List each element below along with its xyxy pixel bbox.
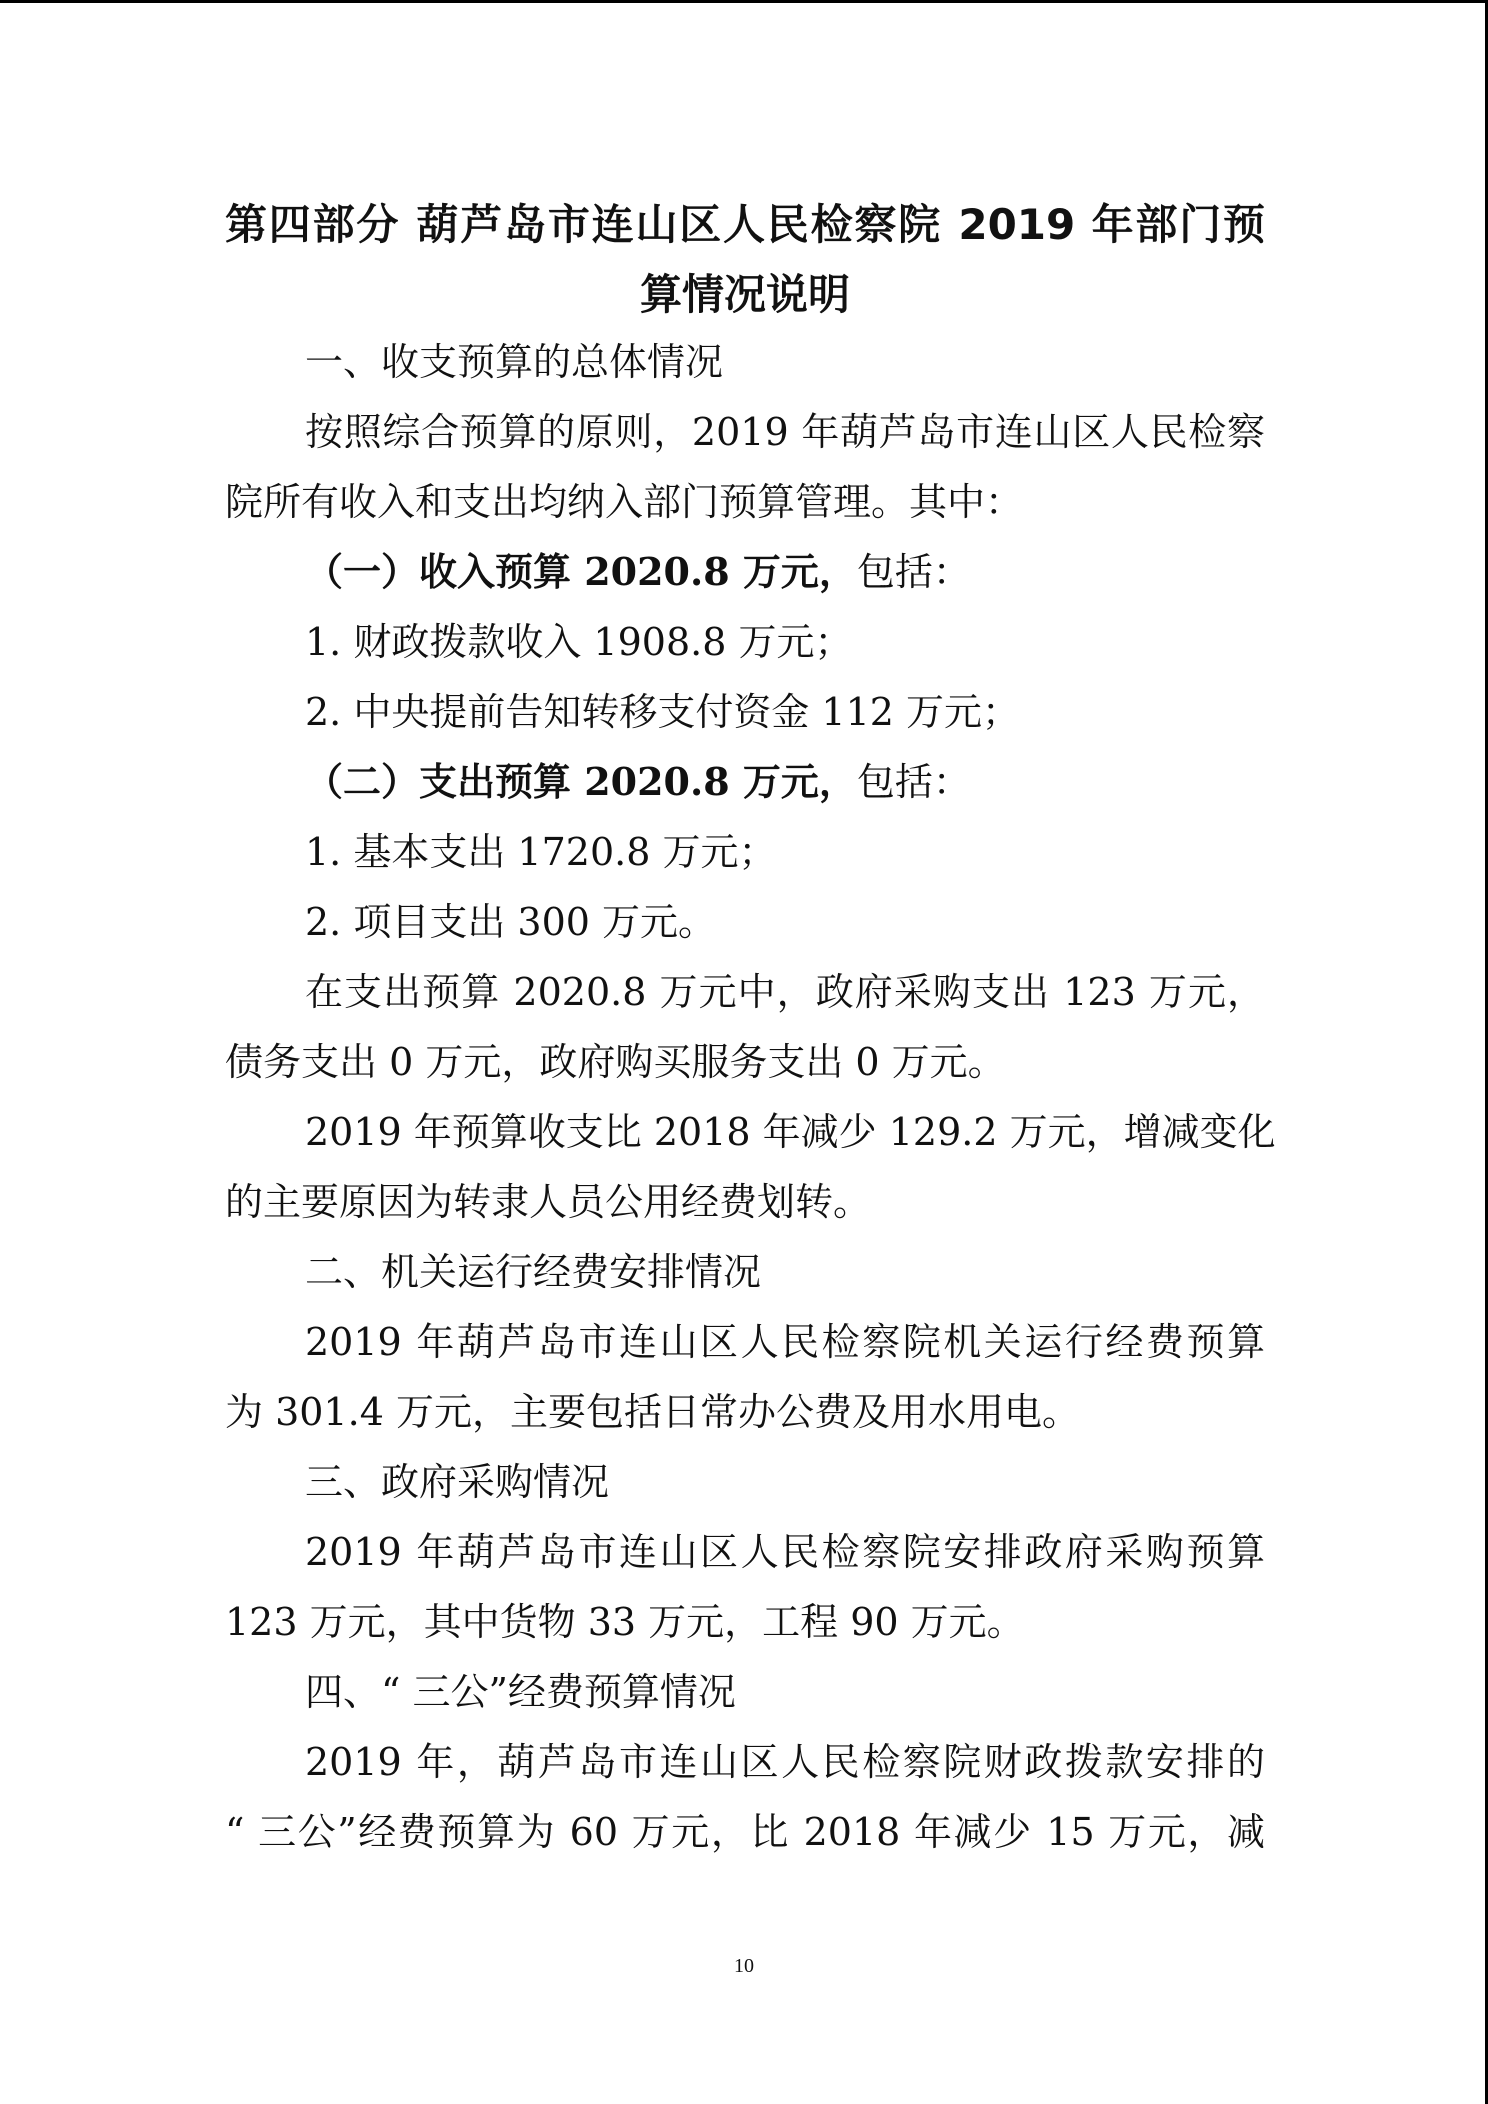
paragraph-line: 为 301.4 万元，主要包括日常办公费及用水用电。 (225, 1390, 1080, 1434)
paragraph-line: 按照综合预算的原则，2019 年葫芦岛市连山区人民检察 (305, 410, 1265, 454)
paragraph-line: 2019 年，葫芦岛市连山区人民检察院财政拨款安排的 (305, 1740, 1265, 1784)
top-border (0, 0, 1488, 3)
list-item: 2. 项目支出 300 万元。 (305, 900, 717, 944)
section-heading-4: 四、“ 三公”经费预算情况 (305, 1670, 736, 1714)
list-item: 1. 财政拨款收入 1908.8 万元； (305, 620, 853, 664)
paragraph-line: 2019 年葫芦岛市连山区人民检察院机关运行经费预算 (305, 1320, 1265, 1364)
paragraph-line: 2019 年葫芦岛市连山区人民检察院安排政府采购预算 (305, 1530, 1265, 1574)
paragraph-line: 2019 年预算收支比 2018 年减少 129.2 万元，增减变化 (305, 1110, 1276, 1154)
income-budget-suffix: 包括： (856, 550, 971, 594)
income-budget-label: （一）收入预算 2020.8 万元， (305, 549, 857, 594)
section-heading-3: 三、政府采购情况 (305, 1460, 610, 1504)
paragraph-line: 的主要原因为转隶人员公用经费划转。 (225, 1180, 872, 1224)
paragraph-line: 123 万元，其中货物 33 万元，工程 90 万元。 (225, 1600, 1025, 1644)
page-number: 10 (734, 1955, 754, 1977)
section-heading-1: 一、收支预算的总体情况 (305, 340, 724, 384)
paragraph-line: 院所有收入和支出均纳入部门预算管理。其中： (225, 480, 1024, 524)
list-item: 1. 基本支出 1720.8 万元； (305, 830, 777, 874)
expense-budget-line (305, 758, 1265, 806)
list-item: 2. 中央提前告知转移支付资金 112 万元； (305, 690, 1021, 734)
expense-budget-suffix: 包括： (856, 760, 971, 804)
title-line-1: 第四部分 葫芦岛市连山区人民检察院 2019 年部门预 (225, 200, 1265, 249)
paragraph-line: “ 三公”经费预算为 60 万元，比 2018 年减少 15 万元，减 (225, 1810, 1265, 1854)
expense-budget-label: （二）支出预算 2020.8 万元， (305, 759, 857, 804)
section-heading-2: 二、机关运行经费安排情况 (305, 1250, 762, 1294)
income-budget-line (305, 548, 1265, 596)
title-line-2: 算情况说明 (639, 270, 850, 319)
paragraph-line: 在支出预算 2020.8 万元中，政府采购支出 123 万元， (305, 970, 1265, 1014)
paragraph-line: 债务支出 0 万元，政府购买服务支出 0 万元。 (225, 1040, 1006, 1084)
